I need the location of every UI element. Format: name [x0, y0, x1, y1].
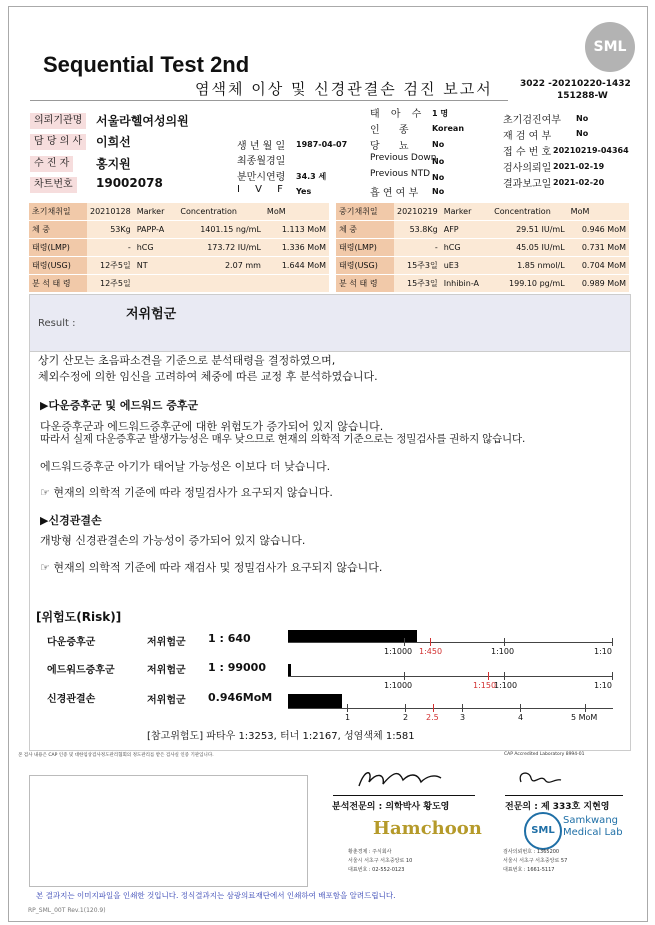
risk-tick-label: 1:150: [473, 681, 497, 690]
risk-level: 저위험군: [147, 665, 186, 676]
inst-label: 의뢰기관명: [30, 113, 86, 129]
risk-axis: [288, 642, 613, 643]
risk-tick-label: 4: [518, 713, 524, 722]
t2-mom: 0.989 MoM: [568, 275, 629, 293]
race-value: Korean: [432, 124, 465, 133]
t2-value: -: [394, 239, 441, 257]
body-p3: 에드워드증후군 아기가 태어날 가능성은 이보다 더 낮습니다.: [40, 460, 331, 473]
bottom-notice: 본 결과지는 이미지파일을 인쇄한 것입니다. 정식결과지는 삼광의료재단에서 인쇄하여 배포함을 알려드립니다.: [36, 891, 396, 900]
t1-mom: 1.336 MoM: [264, 239, 329, 257]
risk-axis: [288, 708, 613, 709]
t2-conc: 45.05 IU/mL: [491, 239, 568, 257]
t2-marker: uE3: [441, 257, 491, 275]
title-kr: 염색체 이상 및 신경관결손 검진 보고서: [195, 80, 493, 98]
dm-label: 당 뇨: [370, 141, 417, 152]
retest-label: 재 검 여 부: [503, 131, 552, 142]
inst-value: 서울라헬여성의원: [96, 114, 189, 128]
lmp-label: 최종월경일: [237, 156, 286, 167]
trimester2-table: [336, 203, 629, 293]
t1-label: 태령(USG): [29, 257, 87, 275]
risk-axis: [288, 676, 613, 677]
t2-marker: Inhibin-A: [441, 275, 491, 293]
t2-col-marker: Marker: [441, 203, 491, 221]
ivf-value: Yes: [296, 187, 312, 196]
result-box: [29, 294, 631, 352]
result-value: 저위험군: [126, 307, 177, 322]
body-h1: ▶다운증후군 및 에드워드 증후군: [40, 399, 199, 412]
t1-marker: PAPP-A: [134, 221, 178, 239]
t1-label: 체 중: [29, 221, 87, 239]
ivf-label: I V F: [237, 184, 289, 195]
sign-line-right: [505, 795, 623, 796]
risk-reference: [참고위험도] 파타우 1:3253, 터너 1:2167, 성염색체 1:581: [147, 731, 415, 742]
sml-lab-name: Samkwang Medical Lab: [563, 815, 623, 838]
dm-value: No: [432, 140, 445, 149]
smoke-label: 흡 연 여 부: [370, 188, 419, 199]
trimester1-table: [29, 203, 329, 293]
risk-bar: [288, 630, 417, 642]
risk-name: 신경관결손: [47, 694, 96, 705]
risk-name: 에드워드증후군: [47, 665, 115, 676]
t1-col-marker: Marker: [134, 203, 178, 221]
t1-marker: NT: [134, 257, 178, 275]
risk-tick: [612, 638, 613, 646]
t2-marker: AFP: [441, 221, 491, 239]
body-p2a: 다운증후군과 에드워드증후군에 대한 위험도가 증가되어 있지 않습니다.: [40, 420, 384, 433]
t1-value: 53Kg: [87, 221, 134, 239]
t1-value: 12주5일: [87, 257, 134, 275]
report-label: 결과보고일: [503, 179, 552, 190]
risk-tick: [585, 704, 586, 712]
risk-bar: [288, 664, 291, 676]
risk-value: 1 : 99000: [208, 661, 266, 674]
risk-tick: [462, 704, 463, 712]
pntd-value: No: [432, 173, 445, 182]
receipt-label: 접 수 번 호: [503, 147, 552, 158]
chart-value: 19002078: [96, 176, 163, 190]
t2-value: 15주3일: [394, 275, 441, 293]
body-p6: ☞ 현재의 의학적 기준에 따라 재검사 및 정밀검사가 요구되지 않습니다.: [40, 561, 383, 574]
smoke-value: No: [432, 187, 445, 196]
risk-tick: [433, 704, 434, 712]
patient-value: 홍지원: [96, 157, 131, 171]
body-p1a: 상기 산모는 초음파소견을 기준으로 분석태령을 결정하였으며,: [38, 354, 336, 367]
risk-tick: [488, 672, 489, 680]
fetus-label: 태 아 수: [370, 109, 426, 120]
body-p2b: 따라서 실제 다운증후군 발생가능성은 매우 낮으므로 현재의 의학적 기준으로는 정밀검사를 권하지 않습니다.: [40, 433, 526, 445]
hamchoon-logo: Hamchoon: [373, 818, 482, 839]
risk-tick-label: 1:10: [594, 647, 612, 656]
signature-left: [355, 766, 445, 794]
first-label: 초기검진여부: [503, 115, 561, 126]
form-code: RP_SML_00T Rev.1(120.9): [28, 907, 106, 914]
risk-tick-label: 1:100: [494, 681, 518, 690]
t2-col-mom: MoM: [568, 203, 629, 221]
t1-label: 분 석 태 령: [29, 275, 87, 293]
risk-tick: [430, 638, 431, 646]
risk-title: [위험도(Risk)]: [36, 610, 122, 624]
t2-value: 53.8Kg: [394, 221, 441, 239]
sml-logo: SML: [585, 22, 635, 72]
risk-tick-label: 1: [345, 713, 351, 722]
doctor-value: 이희선: [96, 135, 131, 149]
t1-mom: 1.644 MoM: [264, 257, 329, 275]
risk-tick-label: 1:1000: [384, 681, 413, 690]
risk-bar: [288, 694, 342, 708]
patient-label: 수 진 자: [30, 156, 73, 172]
t2-mom: 0.946 MoM: [568, 221, 629, 239]
report-number: 3022 -20210220-1432 151288-W: [520, 79, 631, 101]
birth-value: 1987-04-07: [296, 140, 348, 149]
fetus-value: 1 명: [432, 109, 449, 118]
title-underline: [30, 100, 508, 101]
right-lab-address: 검사의뢰번호 : 1365200 서울시 서초구 서초중앙로 57 대표번호 : 1661-5117: [503, 849, 568, 873]
risk-tick: [504, 638, 505, 646]
risk-tick-label: 1:1000: [384, 647, 413, 656]
risk-tick: [612, 672, 613, 680]
age-label: 분만시연령: [237, 172, 286, 183]
risk-name: 다운증후군: [47, 637, 96, 648]
risk-tick-label: 2.5: [426, 713, 439, 722]
t2-label: 체 중: [336, 221, 394, 239]
left-lab-address: 황춘경제 : 주식회사 서울시 서초구 서초중앙로 10 대표번호 : 02-552-0123: [348, 849, 413, 873]
race-label: 인 종: [370, 125, 417, 136]
t1-conc: 173.72 IU/mL: [177, 239, 264, 257]
risk-tick: [405, 704, 406, 712]
risk-value: 1 : 640: [208, 632, 251, 645]
retest-value: No: [576, 129, 589, 138]
risk-tick: [520, 704, 521, 712]
t2-label: 분 석 태 령: [336, 275, 394, 293]
pntd-label: Previous NTD: [370, 169, 431, 179]
t2-conc: 29.51 IU/mL: [491, 221, 568, 239]
pdown-label: Previous Down: [370, 153, 437, 163]
t2-mom: 0.731 MoM: [568, 239, 629, 257]
t1-conc: 1401.15 ng/mL: [177, 221, 264, 239]
t1-label: 태령(LMP): [29, 239, 87, 257]
t2-marker: hCG: [441, 239, 491, 257]
t2-conc: 1.85 nmol/L: [491, 257, 568, 275]
body-p5: 개방형 신경관결손의 가능성이 증가되어 있지 않습니다.: [40, 534, 306, 547]
stamp-box: [29, 775, 308, 887]
pdown-value: No: [432, 157, 445, 166]
receipt-value: 20210219-04364: [553, 146, 629, 155]
t2-value: 15주3일: [394, 257, 441, 275]
t1-marker: hCG: [134, 239, 178, 257]
t2-mom: 0.704 MoM: [568, 257, 629, 275]
signer-left-title: 분석전문의 : 의학박사 황도영: [332, 802, 450, 812]
risk-tick: [404, 638, 405, 646]
t1-label: 초기채취일: [29, 203, 87, 221]
t2-conc: 199.10 pg/mL: [491, 275, 568, 293]
t2-value: 20210219: [394, 203, 441, 221]
t1-col-mom: MoM: [264, 203, 329, 221]
report-value: 2021-02-20: [553, 178, 605, 187]
risk-tick-label: 2: [403, 713, 409, 722]
chart-label: 차트번호: [30, 177, 77, 193]
signature-right: [515, 768, 565, 790]
cert-note: 본 검사 내용은 CAP 인증 및 대한임상검사정도관리협회의 정도관리를 받은 검사실 인증 기관입니다.: [18, 753, 214, 758]
birth-label: 생 년 월 일: [237, 141, 286, 152]
risk-tick-label: 1:100: [491, 647, 515, 656]
risk-tick-label: 5 MoM: [571, 713, 598, 722]
risk-level: 저위험군: [147, 637, 186, 648]
t1-value: 12주5일: [87, 275, 134, 293]
risk-tick: [347, 704, 348, 712]
body-h2: ▶신경관결손: [40, 514, 102, 527]
title-en: Sequential Test 2nd: [43, 52, 250, 77]
t1-value: -: [87, 239, 134, 257]
risk-tick-label: 1:10: [594, 681, 612, 690]
req-label: 검사의뢰일: [503, 163, 552, 174]
risk-value: 0.946MoM: [208, 691, 273, 704]
risk-tick: [504, 672, 505, 680]
req-value: 2021-02-19: [553, 162, 605, 171]
age-value: 34.3 세: [296, 172, 327, 181]
t2-col-conc: Concentration: [491, 203, 568, 221]
t1-col-conc: Concentration: [177, 203, 264, 221]
risk-tick: [404, 672, 405, 680]
t2-label: 태령(LMP): [336, 239, 394, 257]
body-p1b: 체외수정에 의한 임신을 고려하여 체중에 따른 교정 후 분석하였습니다.: [38, 370, 378, 383]
signer-right-title: 전문의 : 제 333호 지현영: [505, 802, 610, 812]
risk-tick-label: 3: [460, 713, 466, 722]
t2-label: 중기채취일: [336, 203, 394, 221]
sign-line-left: [333, 795, 475, 796]
body-p4: ☞ 현재의 의학적 기준에 따라 정밀검사가 요구되지 않습니다.: [40, 486, 333, 499]
t1-conc: 2.07 mm: [177, 257, 264, 275]
risk-tick-label: 1:450: [419, 647, 443, 656]
risk-level: 저위험군: [147, 695, 186, 706]
cap-note: CAP Accredited Laboratory 8994-01: [504, 752, 585, 757]
t1-value: 20210128: [87, 203, 134, 221]
t2-label: 태령(USG): [336, 257, 394, 275]
sml-medical-logo: SML: [524, 812, 562, 850]
doctor-label: 담 당 의 사: [30, 134, 86, 150]
first-value: No: [576, 114, 589, 123]
t1-mom: 1.113 MoM: [264, 221, 329, 239]
result-label: Result :: [38, 318, 76, 329]
